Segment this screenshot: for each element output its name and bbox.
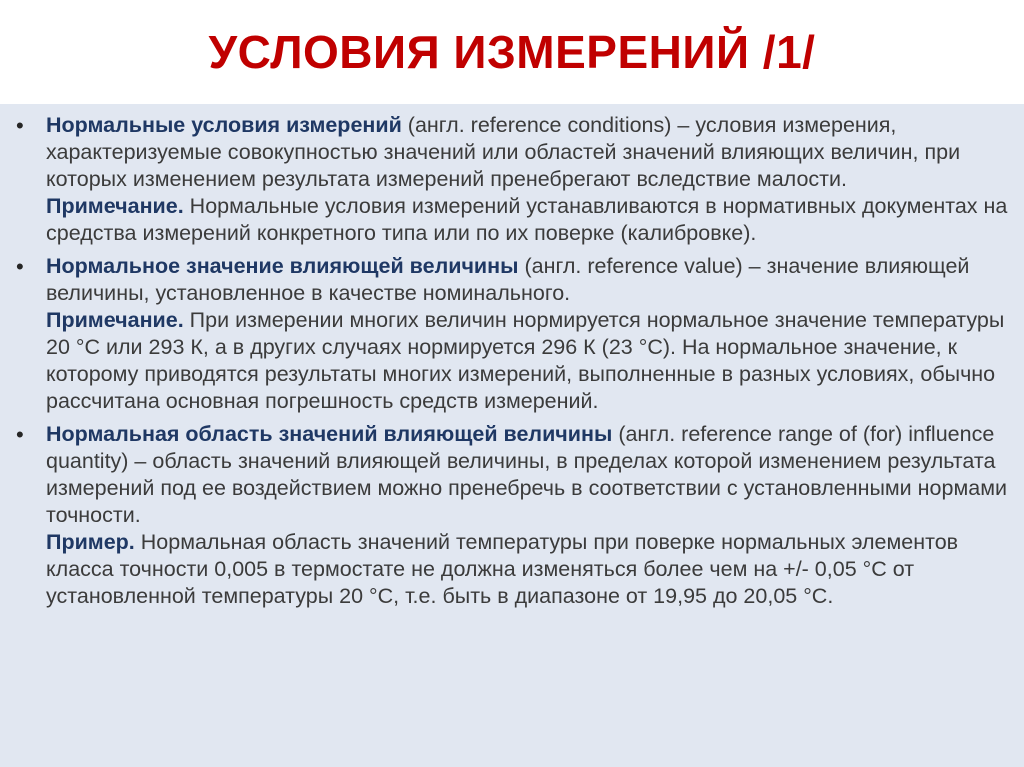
note-label: Примечание. xyxy=(46,308,184,332)
example-label: Пример. xyxy=(46,530,135,554)
content-panel xyxy=(0,104,1024,767)
list-item xyxy=(16,421,1012,610)
note-label: Примечание. xyxy=(46,194,184,218)
definition-text: (англ. reference conditions) – условия измерения, характеризуемые совокупностью значений или областей значений влияющих величин, при которых изменением результата измерений пренебрегают вследствие малости. xyxy=(46,113,961,191)
example-paragraph xyxy=(46,529,1012,610)
bullet-icon: • xyxy=(16,422,24,447)
note-text: Нормальные условия измерений устанавливаются в нормативных документах на средства измерений конкретного типа или по их поверке (калибровке). xyxy=(46,194,1008,245)
note-text: При измерении многих величин нормируется нормальное значение температуры 20 °С или 293 К, а в других случаях нормируется 296 К (23 °С). На нормальное значение, к которому приводятся результаты многих измерений, выполненные в разных условиях, обычно рассчитана основная погрешность средств измерений. xyxy=(46,308,1005,413)
note-paragraph xyxy=(46,193,1012,247)
term: Нормальные условия измерений xyxy=(46,113,402,137)
definition-text: (англ. reference value) – значение влияющей величины, установленное в качестве номинального. xyxy=(46,254,970,305)
bullet-icon: • xyxy=(16,254,24,279)
list-item xyxy=(16,112,1012,247)
bullet-icon: • xyxy=(16,113,24,138)
definition-paragraph xyxy=(46,421,1012,529)
slide-title: УСЛОВИЯ ИЗМЕРЕНИЙ /1/ xyxy=(208,26,816,78)
note-paragraph xyxy=(46,307,1012,415)
list-item xyxy=(16,253,1012,415)
term: Нормальное значение влияющей величины xyxy=(46,254,519,278)
definition-paragraph xyxy=(46,112,1012,193)
example-text: Нормальная область значений температуры при поверке нормальных элементов класса точности 0,005 в термостате не должна изменяться более чем на +/- 0,05 °С от установленной температуры 20 °С, т.е. быть в диапазоне от 19,95 до 20,05 °С. xyxy=(46,530,959,608)
title-bar xyxy=(0,0,1024,104)
definition-list xyxy=(0,104,1024,610)
definition-text: (англ. reference range of (for) influence quantity) – область значений влияющей величины, в пределах которой изменением результата измерений под ее воздействием можно пренебречь в соответствии с установленными нормами точности. xyxy=(46,422,1007,527)
term: Нормальная область значений влияющей величины xyxy=(46,422,613,446)
definition-paragraph xyxy=(46,253,1012,307)
